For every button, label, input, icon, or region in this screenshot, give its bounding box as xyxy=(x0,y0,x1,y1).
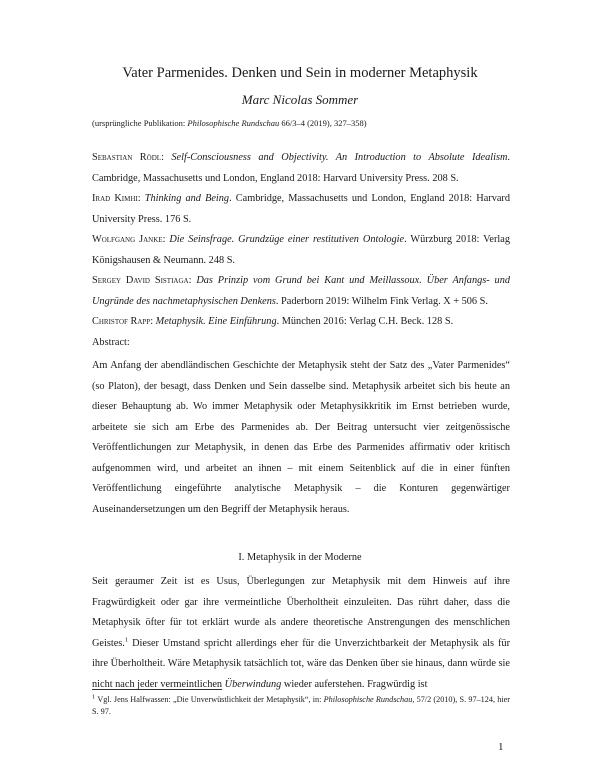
body-part-1: Seit geraumer Zeit ist es Usus, Überlegungen zur Metaphysik mit dem Hinweis auf ihre Fragwürdigkeit oder gar ihre vermeintliche Überholtheit einzuleiten. Das rührt daher, dass die Metaphysik öfter für tot erklärt wurde als andere theoretische Anstrengungen des menschlichen Geistes. xyxy=(92,576,510,649)
body-emphasis: Überwindung xyxy=(224,678,282,690)
reviewed-books-list xyxy=(92,148,510,333)
paper-title: Vater Parmenides. Denken und Sein in moderner Metaphysik xyxy=(122,65,478,81)
book-details: . Cambridge, Massachusetts und London, England 2018: Harvard University Press. 208 S. xyxy=(92,152,510,184)
book-title: Die Seinsfrage. Grundzüge einer restitutiven Ontologie xyxy=(169,234,405,245)
body-part-2: Dieser Umstand spricht allerdings eher für die Unverzichtbarkeit der Metaphysik als für ihre Überholtheit. Wäre Metaphysik tatsächlich tot, wäre das Denken über sie hinaus, dann würde sie nicht nach jeder vermeintlichen xyxy=(92,637,510,690)
footnote-mark: 1 xyxy=(92,693,96,701)
book-title: Das Prinzip vom Grund bei Kant und Meillassoux. Über Anfangs- und Ungründe des nachmetaphysischen Denkens xyxy=(92,275,511,307)
body-part-3: wieder auferstehen. Fragwürdig ist xyxy=(281,678,428,690)
book-details: . München 2016: Verlag C.H. Beck. 128 S. xyxy=(276,316,454,327)
footnote-prefix: Vgl. Jens Halfwassen: „Die Unverwüstlichkeit der Metaphysik“, in: xyxy=(95,695,324,704)
abstract-label: Abstract: xyxy=(92,337,130,348)
footnote-1 xyxy=(92,694,510,718)
book-author: Sebastian Rödl xyxy=(92,152,162,163)
book-details: . Paderborn 2019: Wilhelm Fink Verlag. X + 506 S. xyxy=(275,295,488,307)
footnote-reference[interactable]: 1 xyxy=(124,636,129,644)
paper-author: Marc Nicolas Sommer xyxy=(241,92,359,107)
publication-prefix: (ursprüngliche Publikation: xyxy=(92,118,188,128)
footnote-divider xyxy=(92,689,222,690)
book-entry-5: Christof Rapp: Metaphysik. Eine Einführung. München 2016: Verlag C.H. Beck. 128 S. xyxy=(92,316,454,327)
book-title: Metaphysik. Eine Einführung xyxy=(155,316,277,327)
section-heading: I. Metaphysik in der Moderne xyxy=(238,552,362,563)
book-author: Irad Kimhi xyxy=(92,193,138,204)
book-title: Thinking and Being xyxy=(144,193,230,204)
book-title: Self-Consciousness and Objectivity. An Introduction to Absolute Idealism xyxy=(171,152,508,163)
book-entry-4: Sergey David Sistiaga: Das Prinzip vom Grund bei Kant und Meillassoux. Über Anfangs- und Ungründe des nachmetaphysischen Denkens. Paderborn 2019: Wilhelm Fink Verlag. X + 506 S. xyxy=(92,275,511,307)
book-details: . Cambridge, Massachusetts und London, England 2018: Harvard University Press. 176 S. xyxy=(92,193,510,225)
page-number: 1 xyxy=(498,741,504,753)
book-entry-1: Sebastian Rödl: Self-Consciousness and Objectivity. An Introduction to Absolute Idealism. Cambridge, Massachusetts und London, England 2018: Harvard University Press. 208 S. xyxy=(92,152,510,184)
footnote-journal: Philosophische Rundschau xyxy=(323,695,413,704)
book-author: Wolfgang Janke xyxy=(92,234,163,245)
book-author: Christof Rapp xyxy=(92,316,151,327)
publication-note xyxy=(92,118,367,128)
book-author: Sergey David Sistiaga xyxy=(92,275,189,286)
publication-suffix: 66/3–4 (2019), 327–358) xyxy=(279,118,367,128)
book-entry-2: Irad Kimhi: Thinking and Being. Cambridge, Massachusetts und London, England 2018: Harvard University Press. 176 S. xyxy=(92,193,510,225)
publication-journal: Philosophische Rundschau xyxy=(187,118,280,128)
section-body-text xyxy=(92,572,510,695)
book-entry-3: Wolfgang Janke: Die Seinsfrage. Grundzüge einer restitutiven Ontologie. Würzburg 2018: Verlag Königshausen & Neumann. 248 S. xyxy=(92,234,511,266)
footnote-suffix: , 57/2 (2010), S. 97–124, hier S. 97. xyxy=(92,695,510,716)
book-details: . Würzburg 2018: Verlag Königshausen & Neumann. 248 S. xyxy=(92,234,511,266)
abstract-text: Am Anfang der abendländischen Geschichte der Metaphysik steht der Satz des „Vater Parmenides“ (so Platon), der besagt, dass Denken und Sein dasselbe sind. Metaphysik arbeitet sich bis heute an dieser Behauptung ab. Wo immer Metaphysik oder Metaphysikkritik im Ernst betrieben wurde, arbeitete sie sich am Erbe des Parmenides ab. Der Beitrag untersucht vier zeitgenössische Veröffentlichungen zur Metaphysik, in denen das Erbe des Parmenides affirmativ oder kritisch aufgenommen wird, und arbeitet an ihnen – mit einem Seitenblick auf die in einer fünften Veröffentlichung eingeführte analytische Metaphysik – die Konturen gegenwärtiger Auseinandersetzungen um den Begriff der Metaphysik heraus. xyxy=(92,360,510,515)
